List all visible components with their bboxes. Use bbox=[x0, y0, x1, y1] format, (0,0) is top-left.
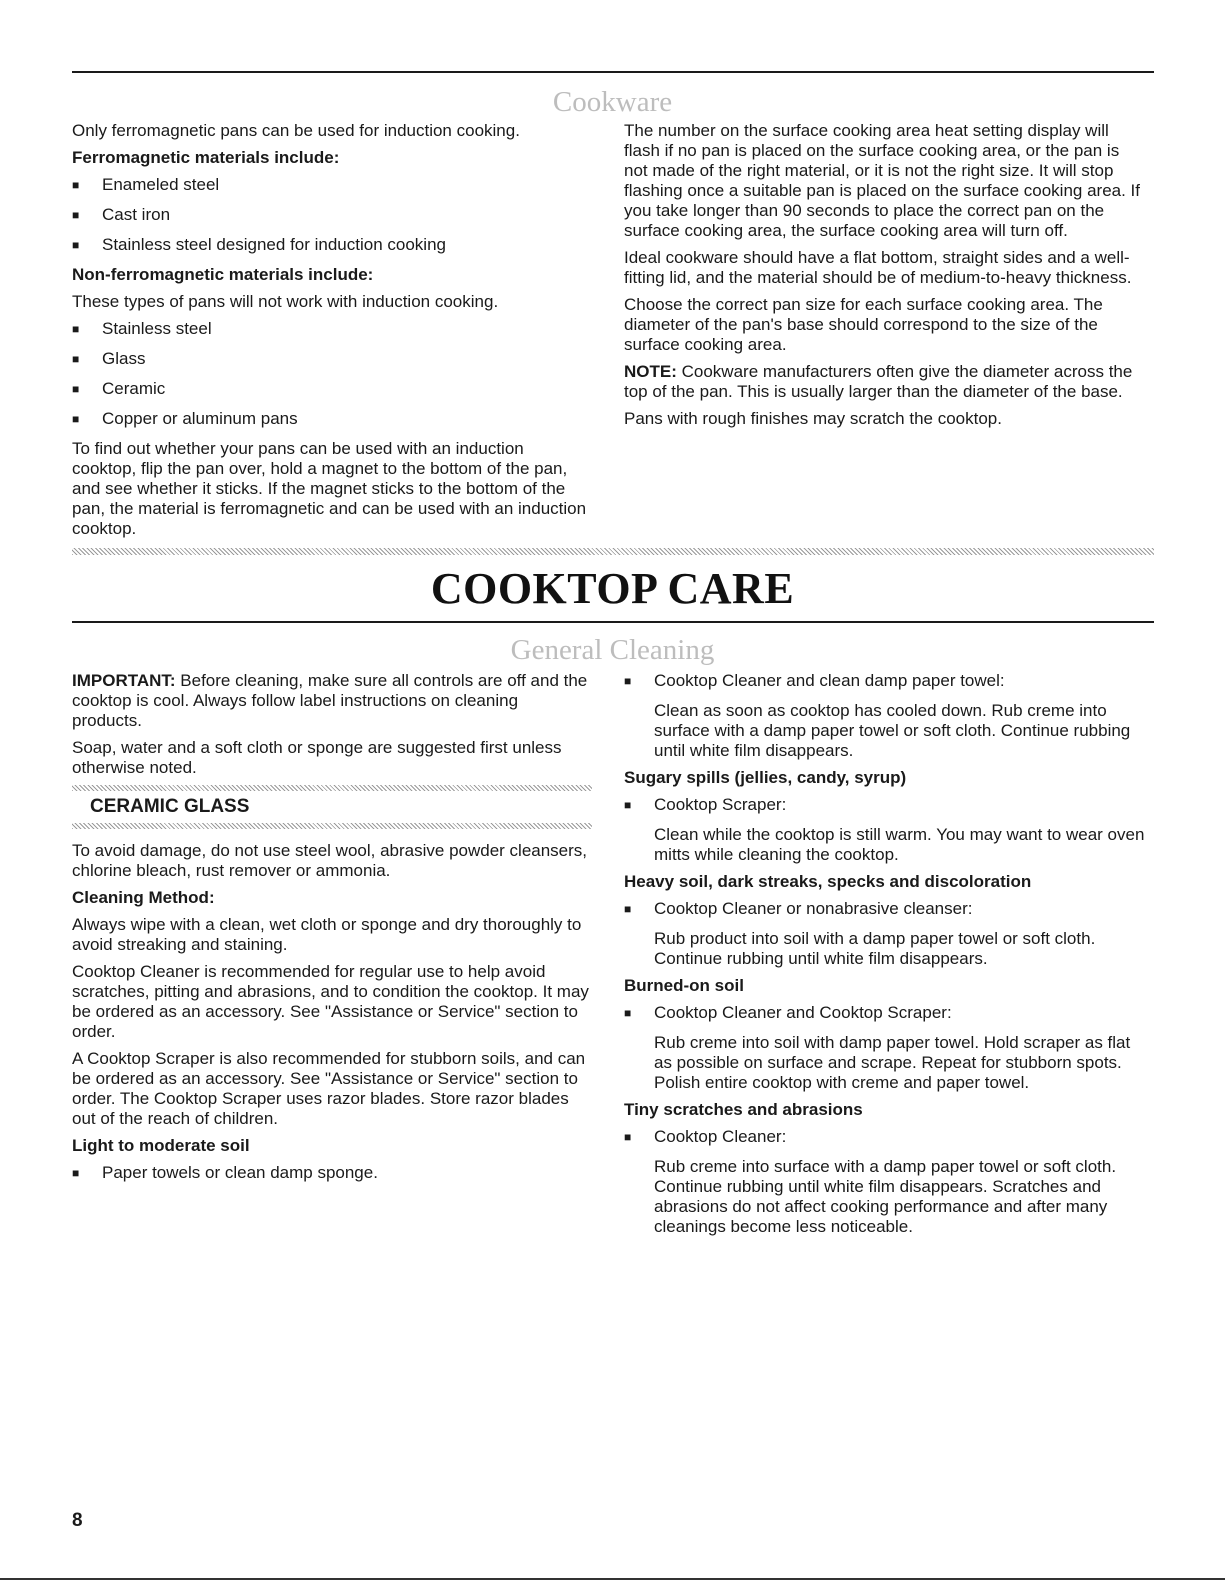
list-item: ■ Paper towels or clean damp sponge. bbox=[72, 1163, 592, 1183]
item-description: Rub creme into surface with a damp paper towel or soft cloth. Continue rubbing until white film disappears. Scratches and abrasions do not affect cooking performance and after many cleanings become less noticeable. bbox=[654, 1157, 1117, 1236]
note-paragraph bbox=[624, 362, 1146, 402]
top-rule bbox=[72, 71, 1154, 73]
hatch-band bbox=[72, 823, 592, 829]
ferro-label: Ferromagnetic materials include: bbox=[72, 148, 340, 167]
cleaning-method-paragraph: Always wipe with a clean, wet cloth or sponge and dry thoroughly to avoid streaking and staining. bbox=[72, 915, 582, 954]
page-number: 8 bbox=[72, 1510, 83, 1531]
ideal-cookware-paragraph: Ideal cookware should have a flat bottom, straight sides and a well-fitting lid, and the material should be of medium-to-heavy thickness. bbox=[624, 248, 1132, 287]
list-item: ■ Stainless steel bbox=[72, 319, 592, 339]
list-item: ■ Cooktop Cleaner: bbox=[624, 1127, 1146, 1147]
note-label: NOTE: bbox=[624, 362, 677, 381]
section-divider bbox=[72, 548, 1154, 555]
important-text: Before cleaning, make sure all controls are off and the cooktop is cool. Always follow label instructions on cleaning products. bbox=[72, 671, 588, 730]
flash-paragraph: The number on the surface cooking area heat setting display will flash if no pan is placed on the surface cooking area, or the pan is not made of the right material, or it is not the right size. It will stop flashing once a suitable pan is placed on the surface cooking area. If you take longer than 90 seconds to place the correct pan on the surface cooking area, the surface cooking area will turn off. bbox=[624, 121, 1141, 240]
general-cleaning-heading: General Cleaning bbox=[510, 634, 715, 666]
cooktop-care-title: COOKTOP CARE bbox=[430, 564, 795, 613]
page-bottom-edge bbox=[0, 1578, 1225, 1580]
cleaning-method-label: Cleaning Method: bbox=[72, 888, 215, 907]
list-item: ■ Cooktop Cleaner and Cooktop Scraper: bbox=[624, 1003, 1146, 1023]
title-rule bbox=[72, 621, 1154, 623]
note-text: Cookware manufacturers often give the diameter across the top of the pan. This is usually larger than the diameter of the base. bbox=[624, 362, 1133, 401]
list-item: ■ Glass bbox=[72, 349, 592, 369]
avoid-damage-paragraph: To avoid damage, do not use steel wool, abrasive powder cleansers, chlorine bleach, rust remover or ammonia. bbox=[72, 841, 588, 880]
sugary-spills-label: Sugary spills (jellies, candy, syrup) bbox=[624, 768, 907, 787]
soap-paragraph: Soap, water and a soft cloth or sponge are suggested first unless otherwise noted. bbox=[72, 738, 562, 777]
care-right-column bbox=[624, 671, 1146, 1244]
nonferro-intro: These types of pans will not work with induction cooking. bbox=[72, 292, 499, 311]
cookware-right-column bbox=[624, 121, 1146, 436]
list-item: ■ Copper or aluminum pans bbox=[72, 409, 592, 429]
list-item: ■ Cooktop Cleaner or nonabrasive cleanser: bbox=[624, 899, 1146, 919]
list-item: ■ Cast iron bbox=[72, 205, 592, 225]
list-item: ■ Ceramic bbox=[72, 379, 592, 399]
nonferro-label: Non-ferromagnetic materials include: bbox=[72, 265, 374, 284]
list-item: ■ Cooktop Cleaner and clean damp paper towel: bbox=[624, 671, 1146, 691]
ceramic-glass-title: CERAMIC GLASS bbox=[90, 796, 250, 817]
cookware-heading: Cookware bbox=[552, 86, 673, 118]
item-description: Rub creme into soil with damp paper towel. Hold scraper as flat as possible on surface and scrape. Repeat for stubborn spots. Polish entire cooktop with creme and paper towel. bbox=[654, 1033, 1131, 1092]
cooktop-scraper-paragraph: A Cooktop Scraper is also recommended for stubborn soils, and can be ordered as an accessory. See "Assistance or Service" section to order. The Cooktop Scraper uses razor blades. Store razor blades out of the reach of children. bbox=[72, 1049, 586, 1128]
burned-on-soil-label: Burned-on soil bbox=[624, 976, 744, 995]
tiny-scratches-label: Tiny scratches and abrasions bbox=[624, 1100, 863, 1119]
ceramic-glass-section bbox=[72, 785, 592, 829]
light-soil-label: Light to moderate soil bbox=[72, 1136, 250, 1155]
list-item: ■ Cooktop Scraper: bbox=[624, 795, 1146, 815]
heavy-soil-label: Heavy soil, dark streaks, specks and discoloration bbox=[624, 872, 1032, 891]
list-item: ■ Enameled steel bbox=[72, 175, 592, 195]
care-left-column bbox=[72, 671, 592, 1193]
cookware-intro: Only ferromagnetic pans can be used for induction cooking. bbox=[72, 121, 520, 140]
pan-size-paragraph: Choose the correct pan size for each surface cooking area. The diameter of the pan's base should correspond to the size of the surface cooking area. bbox=[624, 295, 1103, 354]
magnet-test-text: To find out whether your pans can be used with an induction cooktop, flip the pan over, hold a magnet to the bottom of the pan, and see whether it sticks. If the magnet sticks to the bottom of the pan, the material is ferromagnetic and can be used with an induction cooktop. bbox=[72, 439, 587, 538]
list-item: ■ Stainless steel designed for induction cooking bbox=[72, 235, 592, 255]
important-label: IMPORTANT: bbox=[72, 671, 176, 690]
item-description: Clean while the cooktop is still warm. You may want to wear oven mitts while cleaning the cooktop. bbox=[654, 825, 1145, 864]
cookware-left-column bbox=[72, 121, 592, 546]
item-description: Clean as soon as cooktop has cooled down. Rub creme into surface with a damp paper towel or soft cloth. Continue rubbing until white film disappears. bbox=[654, 701, 1131, 760]
item-description: Rub product into soil with a damp paper towel or soft cloth. Continue rubbing until white film disappears. bbox=[654, 929, 1096, 968]
rough-finish-paragraph: Pans with rough finishes may scratch the cooktop. bbox=[624, 409, 1002, 428]
cooktop-cleaner-paragraph: Cooktop Cleaner is recommended for regular use to help avoid scratches, pitting and abrasions, and to condition the cooktop. It may be ordered as an accessory. See "Assistance or Service" section to order. bbox=[72, 962, 589, 1041]
important-paragraph bbox=[72, 671, 592, 731]
